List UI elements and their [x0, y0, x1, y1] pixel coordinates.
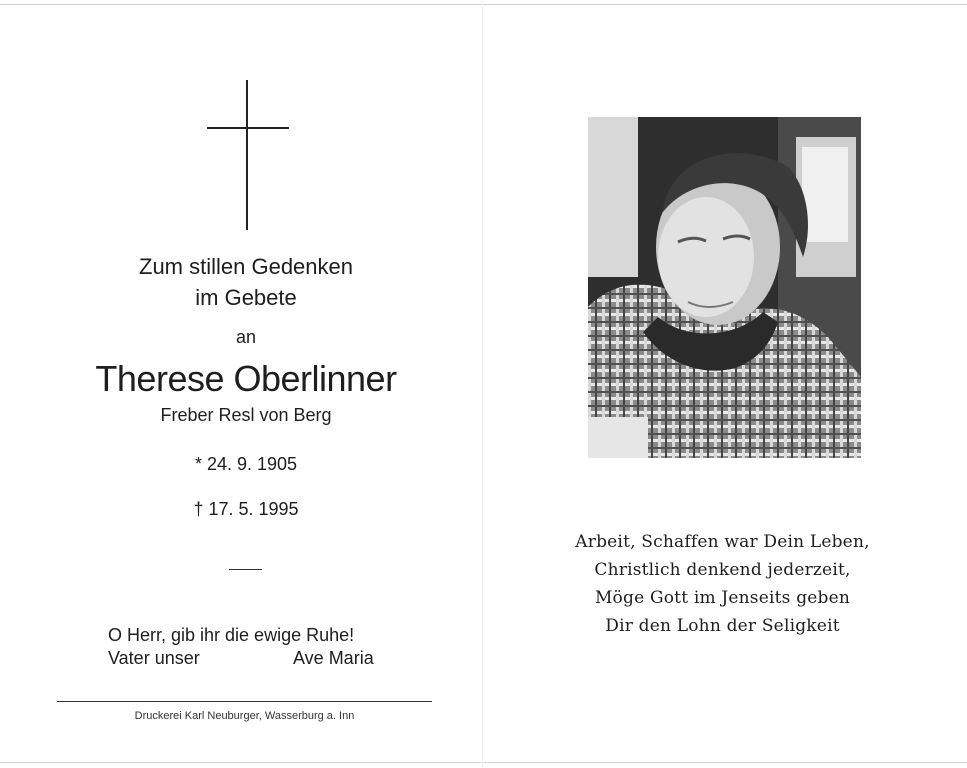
birth-date: * 24. 9. 1905: [194, 454, 298, 474]
intro-line-2: im Gebete: [195, 285, 297, 310]
portrait-photo: [588, 117, 861, 458]
poem-line-3: Möge Gott im Jenseits geben: [594, 588, 851, 608]
intro-line-1: Zum stillen Gedenken: [139, 254, 353, 279]
printer-credit: Druckerei Karl Neuburger, Wasserburg a. Inn: [134, 710, 355, 722]
death-date: † 17. 5. 1995: [193, 499, 299, 519]
prayer-line: O Herr, gib ihr die ewige Ruhe!: [108, 625, 355, 645]
prayer-ave-maria: Ave Maria: [293, 648, 374, 668]
nickname: Freber Resl von Berg: [160, 405, 332, 425]
divider-dash: [229, 569, 262, 570]
printer-rule: [57, 701, 432, 702]
poem-line-4: Dir den Lohn der Seligkeit: [605, 616, 840, 636]
poem-line-2: Christlich denkend jederzeit,: [594, 560, 851, 580]
poem-line-1: Arbeit, Schaffen war Dein Leben,: [575, 532, 870, 552]
left-panel: [0, 0, 482, 768]
prayer-vater-unser: Vater unser: [108, 648, 200, 668]
an-text: an: [235, 327, 257, 347]
card-fold: [482, 0, 483, 768]
deceased-name: Therese Oberlinner: [95, 358, 397, 399]
